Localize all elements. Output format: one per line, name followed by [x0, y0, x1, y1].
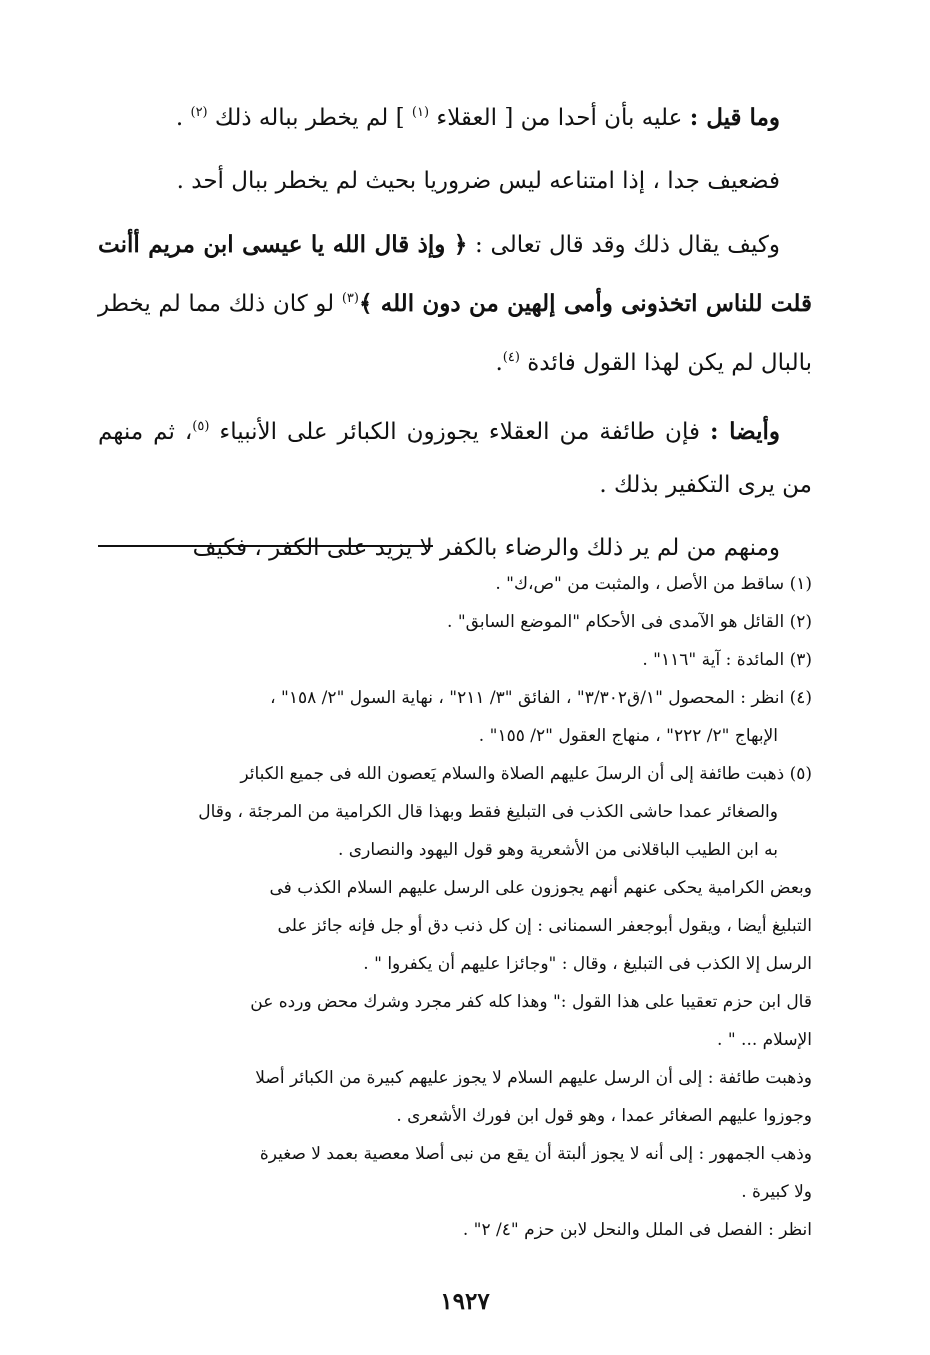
footnote-ref-1[interactable]: (١): [411, 105, 430, 120]
footnote-5-line: وجوزوا عليهم الصغائر عمدا ، وهو قول ابن فورك الأشعرى .: [396, 1106, 812, 1126]
page-number: ١٩٢٧: [440, 1288, 490, 1315]
footnote-ref-5[interactable]: (٥): [192, 419, 210, 434]
paragraph-4-lead: وأيضا :: [709, 418, 780, 445]
paragraph-1-lead: وما قيل :: [689, 104, 780, 131]
paragraph-3-text-c: .: [495, 350, 503, 376]
footnote-4: (٤) انظر : المحصول "١/ق٣/٣٠٢" ، الفائق "٣/ ٢١١" ، نهاية السول "٢/ ١٥٨" ،: [270, 688, 812, 708]
footnotes: [94, 565, 812, 1249]
paragraph-3-text-b: لو كان ذلك مما لم يخطر بالبال لم يكن لهذا القول فائدة: [98, 291, 812, 376]
paragraph-3-text-a: وكيف يقال ذلك وقد قال تعالى :: [467, 232, 780, 258]
footnote-5-line: وذهبت طائفة : إلى أن الرسل عليهم السلام لا يجوز عليهم كبيرة من الكبائر أصلا: [255, 1068, 812, 1088]
footnote-ref-3[interactable]: (٣): [341, 291, 359, 306]
footnote-5-line: الإسلام ... " .: [717, 1030, 812, 1050]
footnote-5-line: به ابن الطيب الباقلانى من الأشعرية وهو قول اليهود والنصارى .: [338, 840, 778, 860]
footnote-separator: [98, 545, 433, 547]
footnote-5-line: التبليغ أيضا ، ويقول أبوجعفر السمنانى : إن كل ذنب دق أو جل فإنه جائز على: [277, 916, 812, 936]
paragraph-3: [98, 218, 812, 390]
footnote-5: (٥) ذهبت طائفة إلى أن الرسلَ عليهم الصلاة والسلام يَعصون الله فى جميع الكبائر: [240, 764, 812, 784]
footnote-ref-4[interactable]: (٤): [502, 350, 520, 365]
footnote-1: (١) ساقط من الأصل ، والمثبت من "ص،ك" .: [495, 574, 812, 594]
footnote-5-line: وبعض الكرامية يحكى عنهم أنهم يجوزون على الرسل عليهم السلام الكذب فى: [269, 878, 812, 898]
footnote-5-line: قال ابن حزم تعقيبا على هذا القول :" وهذا كله كفر مجرد وشرك محض ورده عن: [250, 992, 812, 1012]
footnote-4-continued: الإبهاج "٢/ ٢٢٢" ، منهاج العقول "٢/ ١٥٥" .: [478, 726, 778, 746]
paragraph-2: فضعيف جدا ، إذا امتناعه ليس ضروريا بحيث لم يخطر ببال أحد .: [176, 168, 780, 194]
paragraph-5: ومنهم من لم ير ذلك والرضاء بالكفر لا يزيد على الكفر ، فكيف: [192, 535, 780, 561]
footnote-ref-2[interactable]: (٢): [190, 105, 208, 120]
footnote-5-line: والصغائر عمدا حاشى الكذب فى التبليغ فقط وبهذا قال الكرامية من المرجئة ، وقال: [198, 802, 778, 822]
paragraph-4-text-b: ، ثم منهم من يرى التكفير بذلك .: [98, 419, 812, 498]
footnote-3: (٣) المائدة : آية "١١٦" .: [642, 650, 812, 670]
footnote-5-line: انظر : الفصل فى الملل والنحل لابن حزم "٤/ ٢" .: [462, 1220, 812, 1240]
main-text: [98, 86, 812, 585]
paragraph-1: [98, 86, 812, 145]
paragraph-4: [98, 400, 812, 512]
footnote-5-line: وذهب الجمهور : إلى أنه لا يجوز ألبتة أن يقع من نبى أصلا معصية بعمد لا صغيرة: [259, 1144, 812, 1164]
footnote-2: (٢) القائل هو الآمدى فى الأحكام "الموضع السابق" .: [447, 612, 812, 632]
paragraph-4-text-a: فإن طائفة من العقلاء يجوزون الكبائر على الأنبياء: [209, 419, 710, 445]
footnote-5-line: الرسل إلا الكذب فى التبليغ ، وقال : "وجائزا عليهم أن يكفروا " .: [363, 954, 812, 974]
footnote-5-line: ولا كبيرة .: [741, 1182, 812, 1202]
paragraph-1-text-b: ] لم يخطر بباله ذلك: [207, 105, 412, 131]
quran-verse: ﴿ وإذ قال الله يا عيسى ابن مريم أأنت قلت للناس اتخذونى وأمى إلهين من دون الله ﴾: [98, 231, 812, 317]
paragraph-1-text-c: .: [175, 105, 191, 131]
paragraph-1-text-a: عليه بأن أحدا من [ العقلاء: [429, 105, 690, 131]
